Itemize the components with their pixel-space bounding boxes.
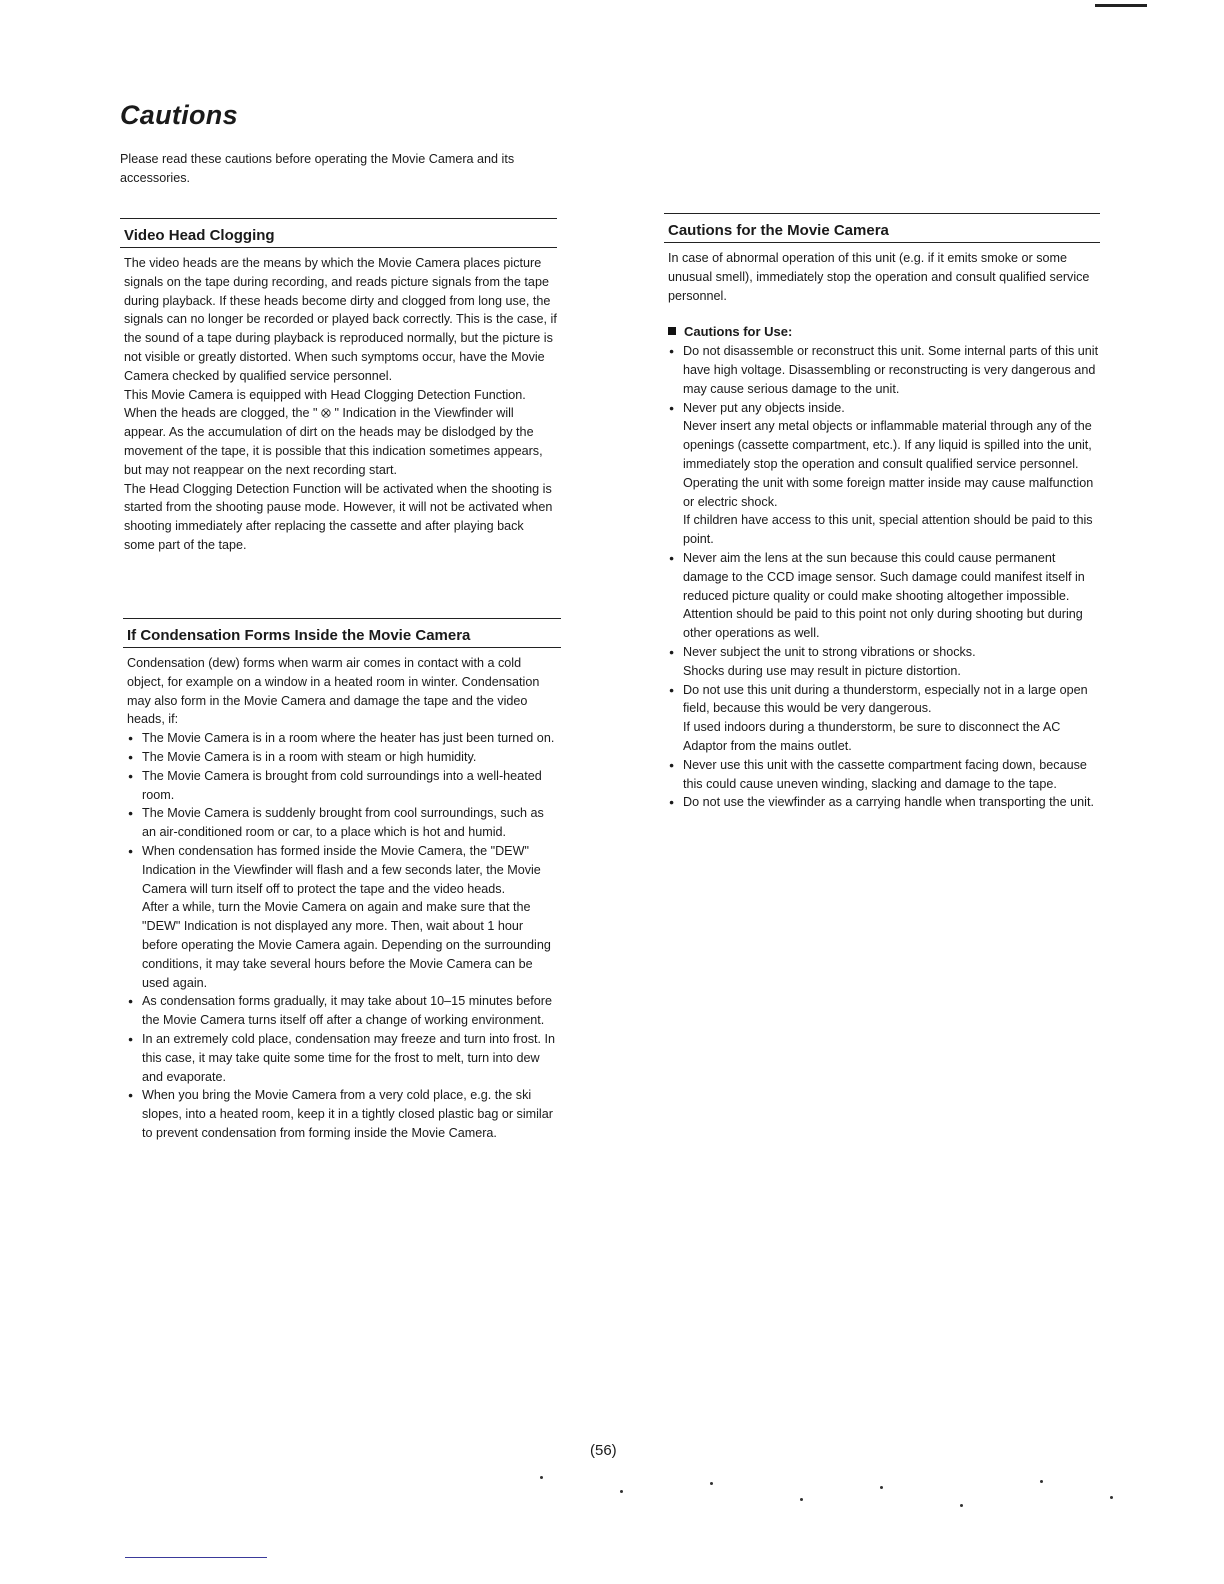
list-item-text: ● Never put any objects inside. [683, 400, 845, 415]
square-bullet-icon [668, 327, 676, 335]
paragraph: In case of abnormal operation of this unit (e.g. if it emits smoke or some unusual smell), immediately stop the operation and consult qualified service personnel. [668, 251, 1090, 303]
list-item-continuation: Shocks during use may result in picture distortion. [683, 663, 961, 678]
list-item [668, 793, 1100, 812]
scan-noise [500, 1468, 1150, 1518]
list-item [668, 756, 1100, 794]
bullet-list [668, 342, 1100, 812]
list-item-continuation: If used indoors during a thunderstorm, be sure to disconnect the AC Adaptor from the mains outlet. [683, 720, 1061, 753]
section-body [123, 648, 561, 1143]
section-heading: If Condensation Forms Inside the Movie Camera [123, 618, 561, 648]
section-heading: Video Head Clogging [120, 218, 557, 248]
list-item-text: ● Do not disassemble or reconstruct this unit. Some internal parts of this unit have high voltage. Disassembling or reconstructing is very dangerous and may cause serious damage to the unit. [683, 344, 1099, 396]
section-body [664, 243, 1100, 812]
list-item [668, 399, 1100, 549]
scan-edge-line [125, 1557, 267, 1558]
list-item [127, 729, 561, 748]
scan-dot [1040, 1480, 1043, 1483]
paragraph: Condensation (dew) forms when warm air comes in contact with a cold object, for example on a window in a heated room in winter. Condensation may also form in the Movie Camera and damage the tape and the video heads, if: [127, 656, 540, 727]
paragraph: This Movie Camera is equipped with Head Clogging Detection Function. When the heads are clogged, the " ⭙ " Indication in the Viewfinder will appear. As the accumulation of dirt on the heads may be dislodged by the movement of the tape, it is possible that this indication sometimes appears, but may not reappear on the next recording start. [124, 387, 543, 477]
list-item-text: ● The Movie Camera is in a room where the heater has just been turned on. [142, 731, 555, 746]
paragraph: The video heads are the means by which the Movie Camera places picture signals on the tape during recording, and reads picture signals from the tape during playback. If these heads become dirty and clogged from long use, the signals can no longer be recorded or played back correctly. This is the case, if the sound of a tape during playback is reproduced normally, but the picture is not visible or greatly distorted. When such symptoms occur, have the Movie Camera checked by qualified service personnel. [124, 256, 557, 383]
scan-dot [800, 1498, 803, 1501]
list-item [668, 342, 1100, 398]
list-item-text: ● In an extremely cold place, condensation may freeze and turn into frost. In this case, it may take quite some time for the frost to melt, turn into dew and evaporate. [142, 1031, 556, 1084]
section-body [120, 248, 557, 555]
list-item-continuation: Never insert any metal objects or inflammable material through any of the openings (cassette compartment, etc.). If any liquid is spilled into the unit, immediately stop the operation and consult qualified service personnel. [683, 419, 1092, 471]
scan-dot [1110, 1496, 1113, 1499]
list-item-text: ● Never subject the unit to strong vibrations or shocks. [683, 644, 976, 659]
list-item-continuation: If children have access to this unit, special attention should be paid to this point. [683, 513, 1093, 547]
list-item [127, 1030, 561, 1086]
scan-dot [960, 1504, 963, 1507]
scan-dot [620, 1490, 623, 1493]
list-item-text: ● Do not use the viewfinder as a carrying handle when transporting the unit. [683, 795, 1094, 810]
section-video-head-clogging [120, 218, 557, 555]
page-title: Cautions [120, 100, 238, 130]
list-item [127, 1086, 561, 1142]
bullet-list [127, 729, 561, 1143]
intro-text: Please read these cautions before operating the Movie Camera and its accessories. [120, 152, 515, 185]
scan-dot [710, 1482, 713, 1485]
list-item [127, 748, 561, 767]
list-item-text: ● The Movie Camera is brought from cold surroundings into a well-heated room. [142, 768, 542, 802]
list-item-text: ● When you bring the Movie Camera from a very cold place, e.g. the ski slopes, into a heated room, keep it in a tightly closed plastic bag or similar to prevent condensation from forming inside the Movie Camera. [142, 1088, 553, 1140]
list-item [127, 804, 561, 842]
list-item [668, 549, 1100, 643]
list-item-text: ● Never aim the lens at the sun because this could cause permanent damage to the CCD image sensor. Such damage could manifest itself in reduced picture quality or could make shooting altogether impossible. Attention should be paid to this point not only during shooting but during other operations as well. [683, 550, 1085, 641]
subheading-text: Cautions for Use: [684, 324, 793, 340]
list-item-text: ● Never use this unit with the cassette compartment facing down, because this could cause uneven winding, slacking and damage to the tape. [683, 757, 1087, 791]
list-item-continuation: After a while, turn the Movie Camera on again and make sure that the "DEW" Indication is not displayed any more. Then, wait about 1 hour before operating the Movie Camera again. Depending on the surrounding conditions, it may take several hours before the Movie Camera can be used again. [142, 900, 551, 990]
list-item-text: ● The Movie Camera is suddenly brought from cool surroundings, such as an air-conditioned room or car, to a place which is hot and humid. [142, 806, 544, 840]
list-item [668, 643, 1100, 681]
list-item-continuation: Operating the unit with some foreign matter inside may cause malfunction or electric shock. [683, 475, 1094, 509]
scan-dot [880, 1486, 883, 1489]
section-heading: Cautions for the Movie Camera [664, 213, 1100, 243]
list-item [127, 842, 561, 992]
scan-edge-mark [1095, 4, 1147, 7]
list-item [668, 681, 1100, 756]
list-item-text: ● Do not use this unit during a thunderstorm, especially not in a large open field, because this would be very dangerous. [683, 682, 1088, 716]
section-condensation [123, 618, 561, 1143]
scan-dot [540, 1476, 543, 1479]
list-item [127, 767, 561, 805]
section-cautions-movie-camera [664, 213, 1100, 812]
page-number: (56) [590, 1442, 617, 1459]
subheading [668, 323, 1100, 342]
list-item-text: ● As condensation forms gradually, it may take about 10–15 minutes before the Movie Camera turns itself off after a change of working environment. [142, 994, 552, 1028]
list-item-text: ● When condensation has formed inside the Movie Camera, the "DEW" Indication in the Viewfinder will flash and a few seconds later, the Movie Camera will turn itself off to protect the tape and the video heads. [142, 843, 541, 896]
paragraph: The Head Clogging Detection Function will be activated when the shooting is started from the shooting pause mode. However, it will not be activated when shooting immediately after replacing the cassette and after playing back some part of the tape. [124, 481, 553, 552]
list-item-text: ● The Movie Camera is in a room with steam or high humidity. [142, 749, 477, 764]
list-item [127, 992, 561, 1030]
